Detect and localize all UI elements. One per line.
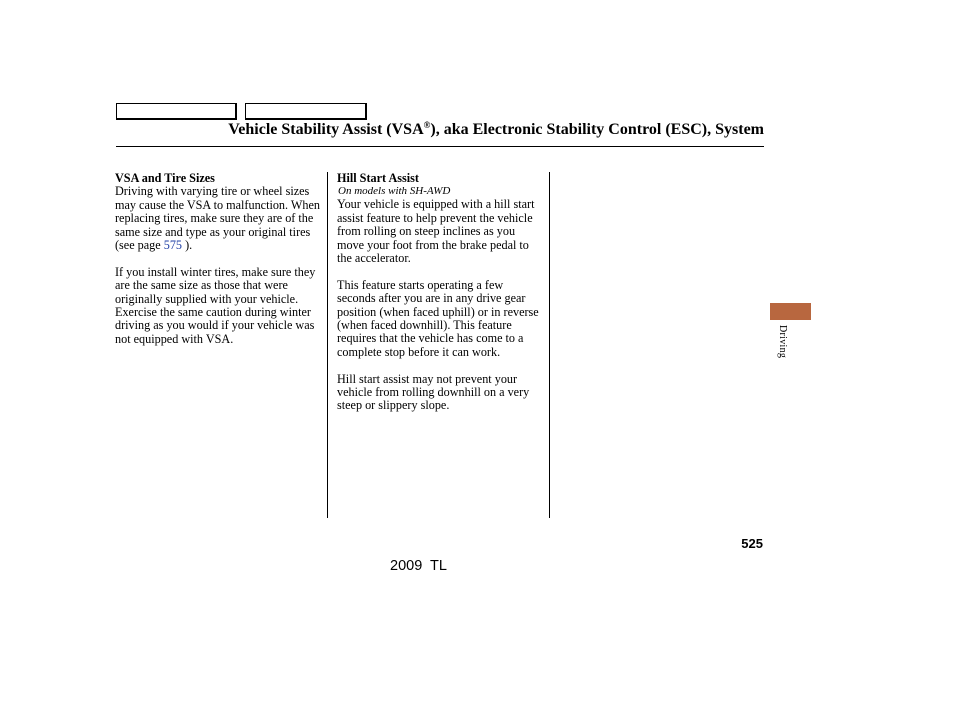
registered-mark: ® xyxy=(423,120,431,130)
column-divider xyxy=(327,172,328,518)
paragraph xyxy=(115,185,320,252)
section-heading-hill-start-assist: Hill Start Assist xyxy=(337,171,419,185)
page-title xyxy=(116,120,764,139)
paragraph: If you install winter tires, make sure they are the same size as those that were originally supplied with your vehicle. Exercise the same caution during winter driving as you would if your vehicle was not equipped with VSA. xyxy=(115,264,316,346)
paragraph: Hill start assist may not prevent your vehicle from rolling downhill on a very steep or slippery slope. xyxy=(337,371,530,413)
footer-model: 2009 TL xyxy=(390,558,447,574)
main-menu-button[interactable] xyxy=(116,103,237,120)
model-note: On models with SH-AWD xyxy=(338,185,451,198)
table-of-contents-button[interactable] xyxy=(245,103,367,120)
page-link[interactable]: 575 xyxy=(163,238,183,253)
paragraph: This feature starts operating a few seconds after you are in any drive gear position (when faced uphill) or in reverse (when faced downhill). This feature requires that the vehicle has come to a complete stop before it can work. xyxy=(337,277,539,359)
title-rule xyxy=(116,146,764,147)
page-number: 525 xyxy=(741,536,763,551)
column-divider xyxy=(549,172,550,518)
title-main: Vehicle Stability Assist (VSA xyxy=(228,121,424,138)
left-column xyxy=(115,172,320,346)
title-rest: ), aka Electronic Stability Control (ESC), System xyxy=(430,121,764,138)
paragraph-text: Driving with varying tire or wheel sizes may cause the VSA to malfunction. When replacing tires, make sure they are of the same size and type as your original tires (see page xyxy=(115,184,321,253)
section-tab[interactable] xyxy=(770,303,811,320)
right-column xyxy=(337,172,542,413)
paragraph-text-end: ). xyxy=(182,238,193,253)
section-heading-vsa-tire-sizes: VSA and Tire Sizes xyxy=(115,171,215,185)
section-tab-label: Driving xyxy=(777,325,788,359)
paragraph: Your vehicle is equipped with a hill start assist feature to help prevent the vehicle from rolling on steep inclines as you move your foot from the brake pedal to the accelerator. xyxy=(337,197,535,266)
